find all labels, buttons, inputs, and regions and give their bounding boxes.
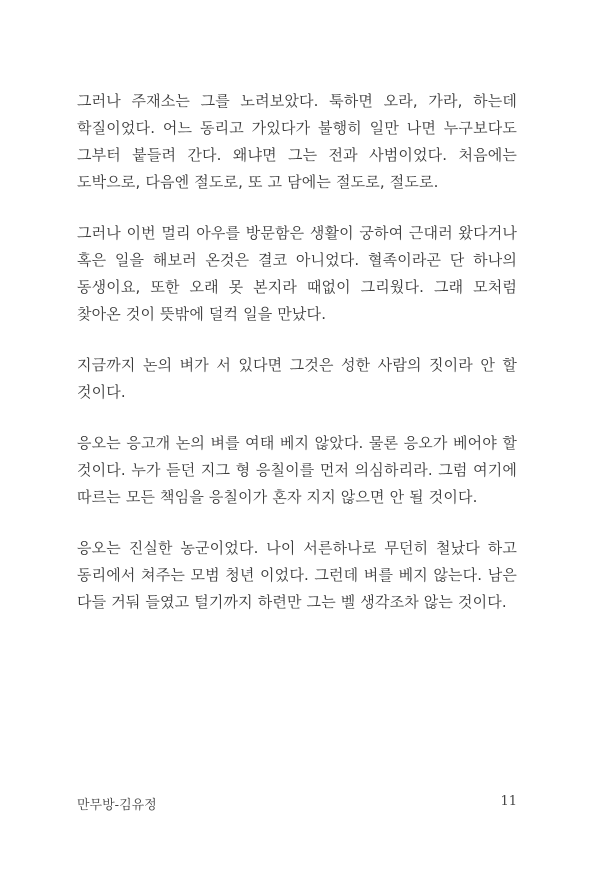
page-body [77,88,517,616]
paragraph-1: 그러나 주재소는 그를 노려보았다. 툭하면 오라, 가라, 하는데 학질이었다. 어느 동리고 가있다가 불행히 일만 나면 누구보다도 그부터 붙들려 간다. 왜냐면 그는 전과 사범이었다. 처음에는 도박으로, 다음엔 절도로, 또 고 담에는 절도로, 절도로. [77,92,517,191]
page-footer [77,794,517,814]
book-title-author: 만무방-김유정 [77,798,157,813]
paragraph-2: 그러나 이번 멀리 아우를 방문함은 생활이 궁하여 근대러 왔다거나 혹은 일을 해보러 온것은 결코 아니었다. 혈족이라곤 단 하나의 동생이요, 또한 오래 못 본지라 때없이 그리웠다. 그래 모처럼 찾아온 것이 뜻밖에 덜컥 일을 만났다. [77,224,517,323]
paragraph-3: 지금까지 논의 벼가 서 있다면 그것은 성한 사람의 짓이라 안 할 것이다. [77,356,517,401]
page-number: 11 [500,794,517,809]
paragraph-5: 응오는 진실한 농군이었다. 나이 서른하나로 무던히 철났다 하고 동리에서 쳐주는 모범 청년 이었다. 그런데 벼를 베지 않는다. 남은 다들 거둬 들였고 털기까지 하련만 그는 벨 생각조차 않는 것이다. [77,539,517,611]
paragraph-4: 응오는 응고개 논의 벼를 여태 베지 않았다. 물론 응오가 베어야 할 것이다. 누가 듣던 지그 형 응칠이를 먼저 의심하리라. 그럼 여기에 따르는 모든 책임을 응칠이가 혼자 지지 않으면 안 될 것이다. [77,434,517,506]
